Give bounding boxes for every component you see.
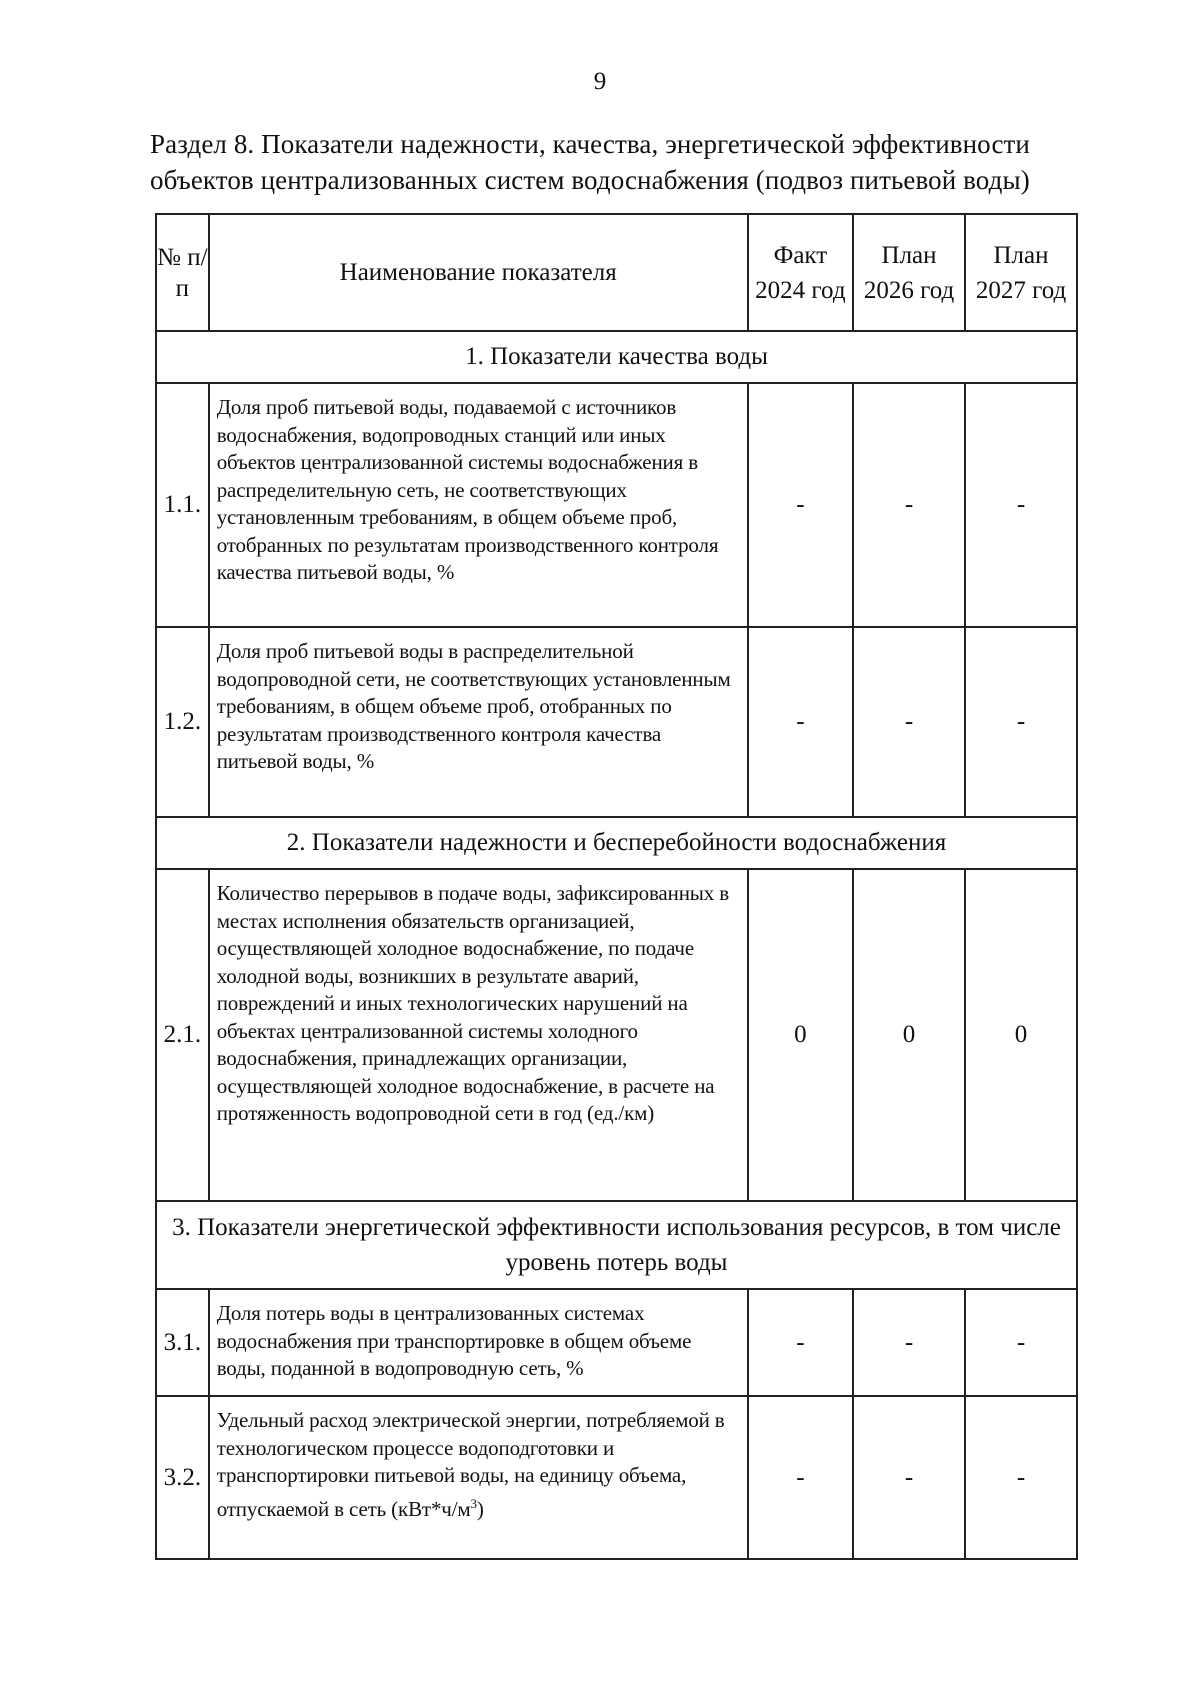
page-number: 9 [593, 68, 607, 95]
section-heading-1: 1. Показатели качества воды [156, 331, 1077, 383]
section-row [156, 1201, 1077, 1289]
indicators-table [155, 213, 1078, 1560]
section-heading-2: 2. Показатели надежности и бесперебойности водоснабжения [156, 817, 1077, 869]
row-number: 3.1. [156, 1289, 209, 1396]
indicator-name: Доля проб питьевой воды в распределительной водопроводной сети, не соответствующих установленным требованиям, в общем объеме проб, отобранных по результатам производственного контроля качества питьевой воды, % [209, 627, 748, 817]
header-plan-2027: План 2027 год [965, 214, 1077, 331]
header-fact-2024: Факт 2024 год [748, 214, 853, 331]
value-plan-2027: - [965, 627, 1077, 817]
row-number: 2.1. [156, 869, 209, 1201]
value-fact-2024: - [748, 383, 853, 627]
value-plan-2026: - [853, 1396, 965, 1559]
value-fact-2024: - [748, 627, 853, 817]
header-plan-2026: План 2026 год [853, 214, 965, 331]
header-num: № п/п [156, 214, 209, 331]
header-name: Наименование показателя [209, 214, 748, 331]
indicator-name: Количество перерывов в подаче воды, зафиксированных в местах исполнения обязательств организацией, осуществляющей холодное водоснабжение, по подаче холодной воды, возникших в результате аварий, повреждений и иных технологических нарушений на объектах централизованной системы холодного водоснабжения, принадлежащих организации, осуществляющей холодное водоснабжение, в расчете на протяженность водопроводной сети в год (ед./км) [209, 869, 748, 1201]
superscript-three: 3 [470, 1495, 477, 1511]
section-row [156, 817, 1077, 869]
value-plan-2026: - [853, 383, 965, 627]
row-number: 3.2. [156, 1396, 209, 1559]
value-fact-2024: - [748, 1396, 853, 1559]
indicator-name: Доля проб питьевой воды, подаваемой с источников водоснабжения, водопроводных станций или иных объектов централизованной системы водоснабжения в распределительную сеть, не соответствующих установленным требованиям, в общем объеме проб, отобранных по результатам производственного контроля качества питьевой воды, % [209, 383, 748, 627]
value-plan-2026: - [853, 627, 965, 817]
indicator-name-suffix: ) [476, 1496, 484, 1521]
section-heading-3: 3. Показатели энергетической эффективности использования ресурсов, в том числе уровень потерь воды [156, 1201, 1077, 1289]
table-row [156, 383, 1077, 627]
table-row [156, 1289, 1077, 1396]
value-plan-2027: - [965, 1289, 1077, 1396]
header-row [156, 214, 1077, 331]
table-row [156, 869, 1077, 1201]
table-row [156, 627, 1077, 817]
value-plan-2027: - [965, 383, 1077, 627]
value-plan-2027: - [965, 1396, 1077, 1559]
row-number: 1.1. [156, 383, 209, 627]
value-fact-2024: - [748, 1289, 853, 1396]
value-fact-2024: 0 [748, 869, 853, 1201]
indicator-name-text: Удельный расход электрической энергии, потребляемой в технологическом процессе водоподготовки и транспортировки питьевой воды, на единицу объема, отпускаемой в сеть (кВт*ч/м [216, 1408, 725, 1521]
indicator-name: Доля потерь воды в централизованных системах водоснабжения при транспортировке в общем объеме воды, поданной в водопроводную сеть, % [209, 1289, 748, 1396]
value-plan-2026: 0 [853, 869, 965, 1201]
section-title: Раздел 8. Показатели надежности, качества, энергетической эффективности объектов централизованных систем водоснабжения (подвоз питьевой воды) [150, 129, 1030, 195]
value-plan-2026: - [853, 1289, 965, 1396]
table-row [156, 1396, 1077, 1559]
value-plan-2027: 0 [965, 869, 1077, 1201]
row-number: 1.2. [156, 627, 209, 817]
section-row [156, 331, 1077, 383]
indicator-name [209, 1396, 748, 1559]
